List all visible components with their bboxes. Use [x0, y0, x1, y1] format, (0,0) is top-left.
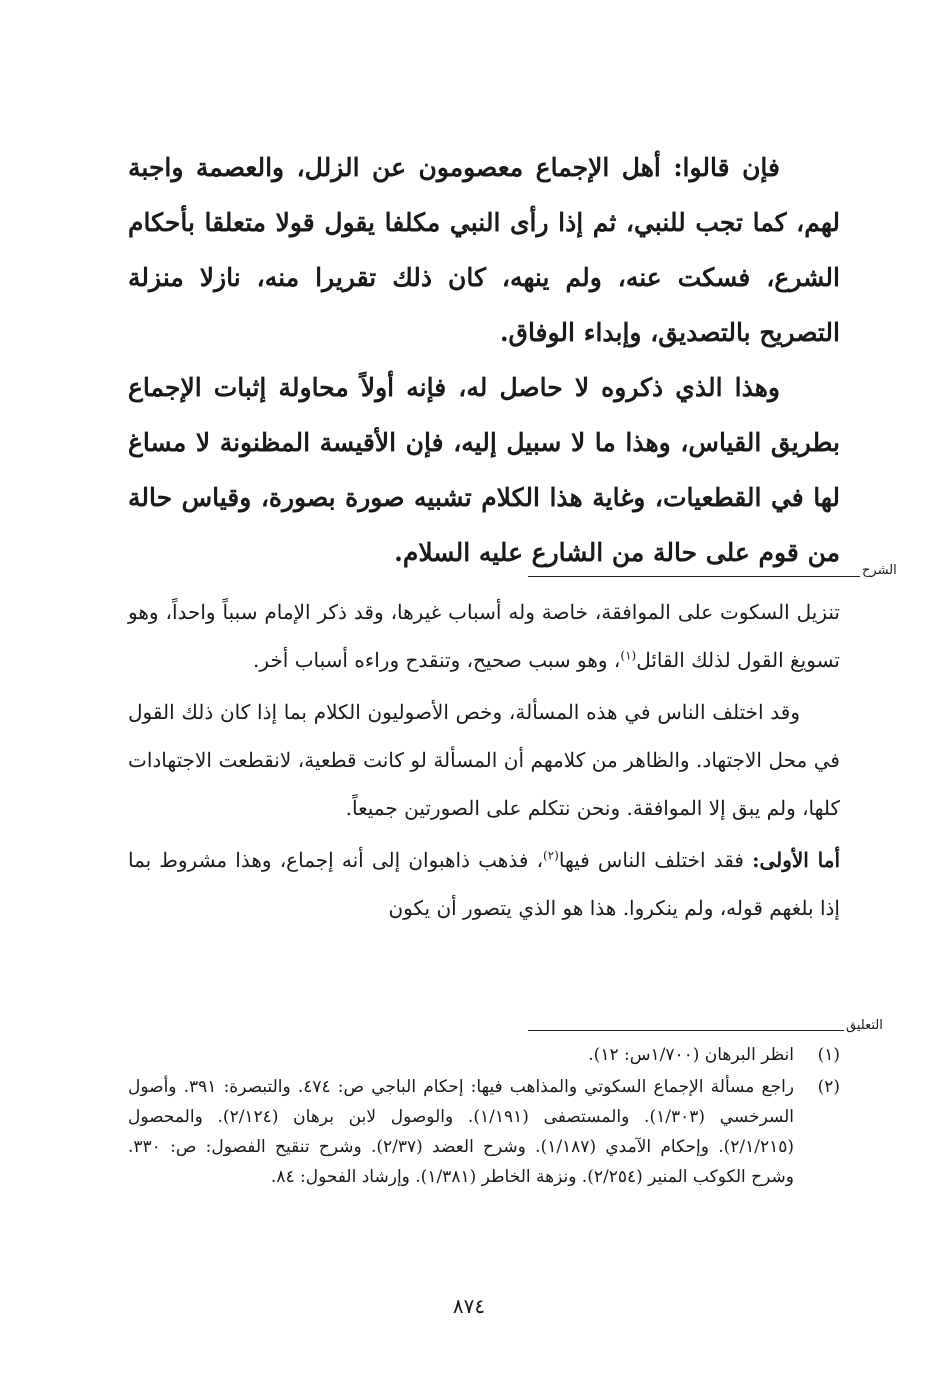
sharh-paragraph-3-end: ، فذهب ذاهبوان إلى أنه إجماع، وهذا مشروط بما إذا بلغهم قوله، ولم ينكروا. هذا هو الذي يتصور أن يكون — [128, 848, 840, 920]
sharh-paragraph-2: وقد اختلف الناس في هذه المسألة، وخص الأصوليون الكلام بما إذا كان ذلك القول في محل الاجتهاد. والظاهر من كلامهم أن المسألة لو كانت قطعية، لانقطعت الاجتهادات كلها، ولم يبق إلا الموافقة. ونحن نتكلم على الصورتين جميعاً. — [128, 700, 840, 820]
footnote-text: انظر البرهان (١/٧٠٠س: ١٢). — [588, 1045, 794, 1065]
footnote-marker-2[interactable]: (٢) — [543, 848, 559, 863]
main-text — [128, 140, 840, 580]
main-paragraph-2: وهذا الذي ذكروه لا حاصل له، فإنه أولاً محاولة إثبات الإجماع بطريق القياس، وهذا ما لا سبيل إليه، فإن الأقيسة المظنونة لا مساغ لها في القطعيات، وغاية هذا الكلام تشبيه صورة بصورة، وقياس حالة من قوم على حالة من الشارع عليه السلام. — [128, 373, 840, 567]
sharh-paragraph-3 — [128, 836, 840, 932]
sharh-paragraph-1 — [128, 588, 840, 684]
sharh-text — [128, 588, 840, 936]
footnote-number: (١) — [817, 1045, 840, 1065]
taaliq-divider — [528, 1030, 844, 1031]
sharh-paragraph-1-start: تنزيل السكوت على الموافقة، خاصة وله أسباب غيرها، وقد ذكر الإمام سبباً واحداً، وهو تسويغ القول لذلك القائل — [128, 600, 840, 672]
main-paragraph-1: فإن قالوا: أهل الإجماع معصومون عن الزلل، والعصمة واجبة لهم، كما تجب للنبي، ثم إذا رأى النبي مكلفا يقول قولا متعلقا بأحكام الشرع، فسكت عنه، ولم ينهه، كان ذلك تقريرا منه، نازلا منزلة التصريح بالتصديق، وإبداء الوفاق. — [128, 153, 840, 347]
footnotes — [128, 1040, 840, 1194]
sharh-label: الشرح — [862, 563, 897, 578]
sharh-divider — [528, 576, 860, 577]
sharh-paragraph-3-start: فقد اختلف الناس فيها — [558, 848, 753, 872]
sharh-paragraph-3-lead: أما الأولى: — [752, 848, 840, 872]
sharh-paragraph-1-end: ، وهو سبب صحيح، وتنقدح وراءه أسباب أخر. — [253, 648, 621, 672]
footnote-1 — [128, 1040, 840, 1070]
footnote-number: (٢) — [817, 1077, 840, 1097]
footnote-marker-1[interactable]: (١) — [620, 648, 637, 663]
taaliq-label: التعليق — [846, 1018, 883, 1033]
footnote-2 — [128, 1072, 840, 1192]
page-number: ٨٧٤ — [452, 1294, 486, 1318]
footnote-text: راجع مسألة الإجماع السكوتي والمذاهب فيها: إحكام الباجي ص: ٤٧٤. والتبصرة: ٣٩١. وأصول السرخسي (١/٣٠٣). والمستصفى (١/١٩١). والوصول لابن برهان (٢/١٢٤). والمحصول (٢/١/٢١٥). وإحكام الآمدي (١/١٨٧). وشرح العضد (٢/٣٧). وشرح تنقيح الفصول: ص: ٣٣٠. وشرح الكوكب المنير (٢/٢٥٤). ونزهة الخاطر (١/٣٨١). وإرشاد الفحول: ٨٤. — [128, 1077, 795, 1187]
